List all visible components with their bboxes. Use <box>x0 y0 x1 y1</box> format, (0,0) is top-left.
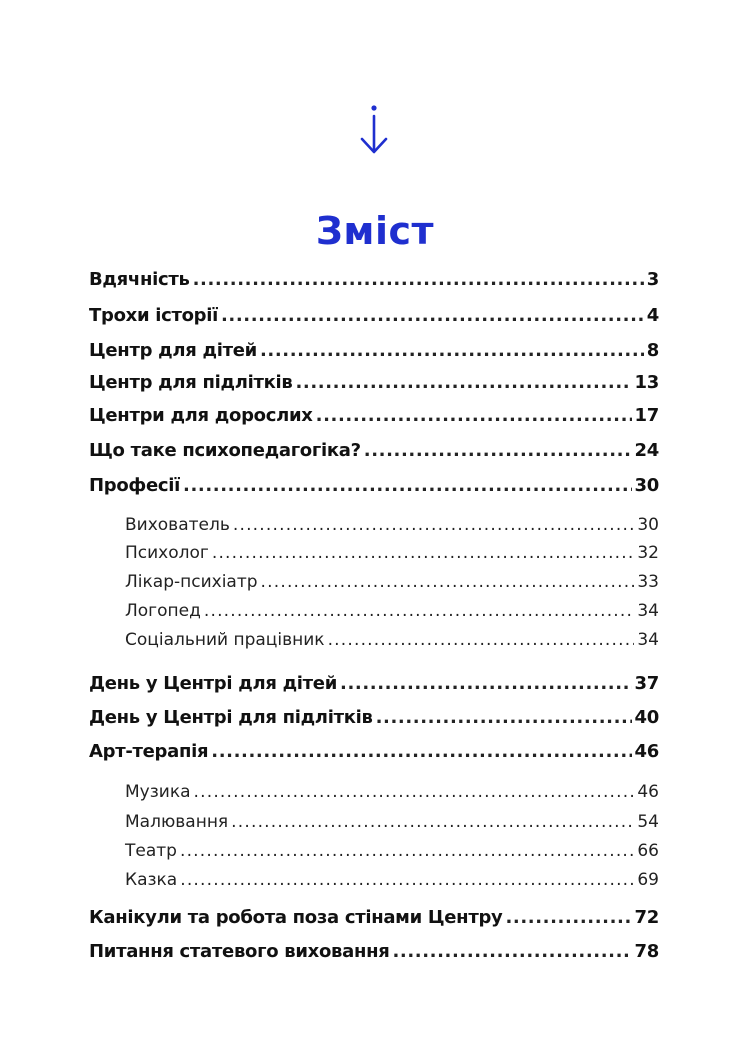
page-title: Зміст <box>315 209 435 254</box>
toc-page-number: 34 <box>637 630 659 650</box>
toc-dot-leader <box>180 866 634 894</box>
toc-page-number: 46 <box>637 782 659 802</box>
toc-entry-title: Центри для дорослих <box>89 405 313 426</box>
toc-subentry[interactable] <box>125 626 659 654</box>
toc-entry-title: Лікар-психіатр <box>125 572 258 592</box>
toc-entry-title: Арт-терапія <box>89 741 209 762</box>
toc-subentry[interactable] <box>125 539 659 567</box>
toc-dot-leader <box>376 704 632 732</box>
toc-page-number: 78 <box>634 941 659 962</box>
toc-entry-title: Театр <box>125 841 177 861</box>
toc-entry-title: Центр для дітей <box>89 340 257 361</box>
toc-entry[interactable] <box>89 369 659 397</box>
toc-subentry[interactable] <box>125 778 659 806</box>
toc-entry-title: Логопед <box>125 601 201 621</box>
toc-entry-title: Що таке психопедагогіка? <box>89 440 361 461</box>
toc-entry-title: Музика <box>125 782 191 802</box>
toc-entry[interactable] <box>89 938 659 966</box>
toc-subentry[interactable] <box>125 597 659 625</box>
toc-page-number: 13 <box>634 372 659 393</box>
toc-page-number: 46 <box>634 741 659 762</box>
toc-entry-title: Професії <box>89 475 180 496</box>
toc-entry[interactable] <box>89 437 659 465</box>
toc-page-number: 30 <box>634 475 659 496</box>
toc-entry-title: Центр для підлітків <box>89 372 293 393</box>
toc-dot-leader <box>211 738 631 766</box>
toc-entry[interactable] <box>89 302 659 330</box>
toc-entry[interactable] <box>89 670 659 698</box>
toc-entry-title: Психолог <box>125 543 209 563</box>
toc-page-number: 17 <box>634 405 659 426</box>
toc-entry-title: День у Центрі для підлітків <box>89 707 373 728</box>
toc-entry-title: Питання статевого виховання <box>89 941 390 962</box>
toc-dot-leader <box>328 626 635 654</box>
toc-entry[interactable] <box>89 904 659 932</box>
toc-entry[interactable] <box>89 402 659 430</box>
toc-entry-title: Вдячність <box>89 269 190 290</box>
toc-page-number: 40 <box>634 707 659 728</box>
toc-page-number: 3 <box>646 269 659 290</box>
toc-dot-leader <box>364 437 632 465</box>
toc-dot-leader <box>194 778 635 806</box>
toc-page-number: 30 <box>637 515 659 535</box>
toc-dot-leader <box>392 938 631 966</box>
toc-entry[interactable] <box>89 266 659 294</box>
toc-subentry[interactable] <box>125 511 659 539</box>
toc-entry[interactable] <box>89 337 659 365</box>
toc-page-number: 8 <box>646 340 659 361</box>
toc-page-number: 66 <box>637 841 659 861</box>
toc-page-number: 34 <box>637 601 659 621</box>
toc-dot-leader <box>193 266 644 294</box>
toc-dot-leader <box>261 568 635 596</box>
toc-dot-leader <box>221 302 644 330</box>
toc-dot-leader <box>505 904 631 932</box>
toc-entry[interactable] <box>89 704 659 732</box>
toc-entry-title: День у Центрі для дітей <box>89 673 338 694</box>
toc-page-number: 72 <box>634 907 659 928</box>
toc-dot-leader <box>231 808 634 836</box>
toc-page-number: 24 <box>634 440 659 461</box>
toc-page-number: 37 <box>634 673 659 694</box>
toc-entry-title: Канікули та робота поза стінами Центру <box>89 907 503 928</box>
toc-dot-leader <box>212 539 635 567</box>
toc-entry-title: Соціальний працівник <box>125 630 325 650</box>
toc-dot-leader <box>183 472 632 500</box>
toc-page-number: 4 <box>646 305 659 326</box>
toc-entry-title: Казка <box>125 870 178 890</box>
toc-dot-leader <box>204 597 635 625</box>
toc-page-number: 54 <box>637 812 659 832</box>
toc-dot-leader <box>316 402 632 430</box>
toc-entry-title: Трохи історії <box>89 305 218 326</box>
toc-entry[interactable] <box>89 738 659 766</box>
toc-dot-leader <box>233 511 635 539</box>
toc-dot-leader <box>295 369 631 397</box>
toc-subentry[interactable] <box>125 808 659 836</box>
toc-subentry[interactable] <box>125 837 659 865</box>
toc-entry-title: Малювання <box>125 812 229 832</box>
toc-subentry[interactable] <box>125 568 659 596</box>
toc-dot-leader <box>340 670 632 698</box>
toc-page-number: 32 <box>637 543 659 563</box>
toc-subentry[interactable] <box>125 866 659 894</box>
toc-dot-leader <box>260 337 644 365</box>
toc-entry[interactable] <box>89 472 659 500</box>
toc-entry-title: Вихователь <box>125 515 230 535</box>
toc-page-number: 33 <box>637 572 659 592</box>
toc-dot-leader <box>180 837 634 865</box>
toc-page-number: 69 <box>637 870 659 890</box>
